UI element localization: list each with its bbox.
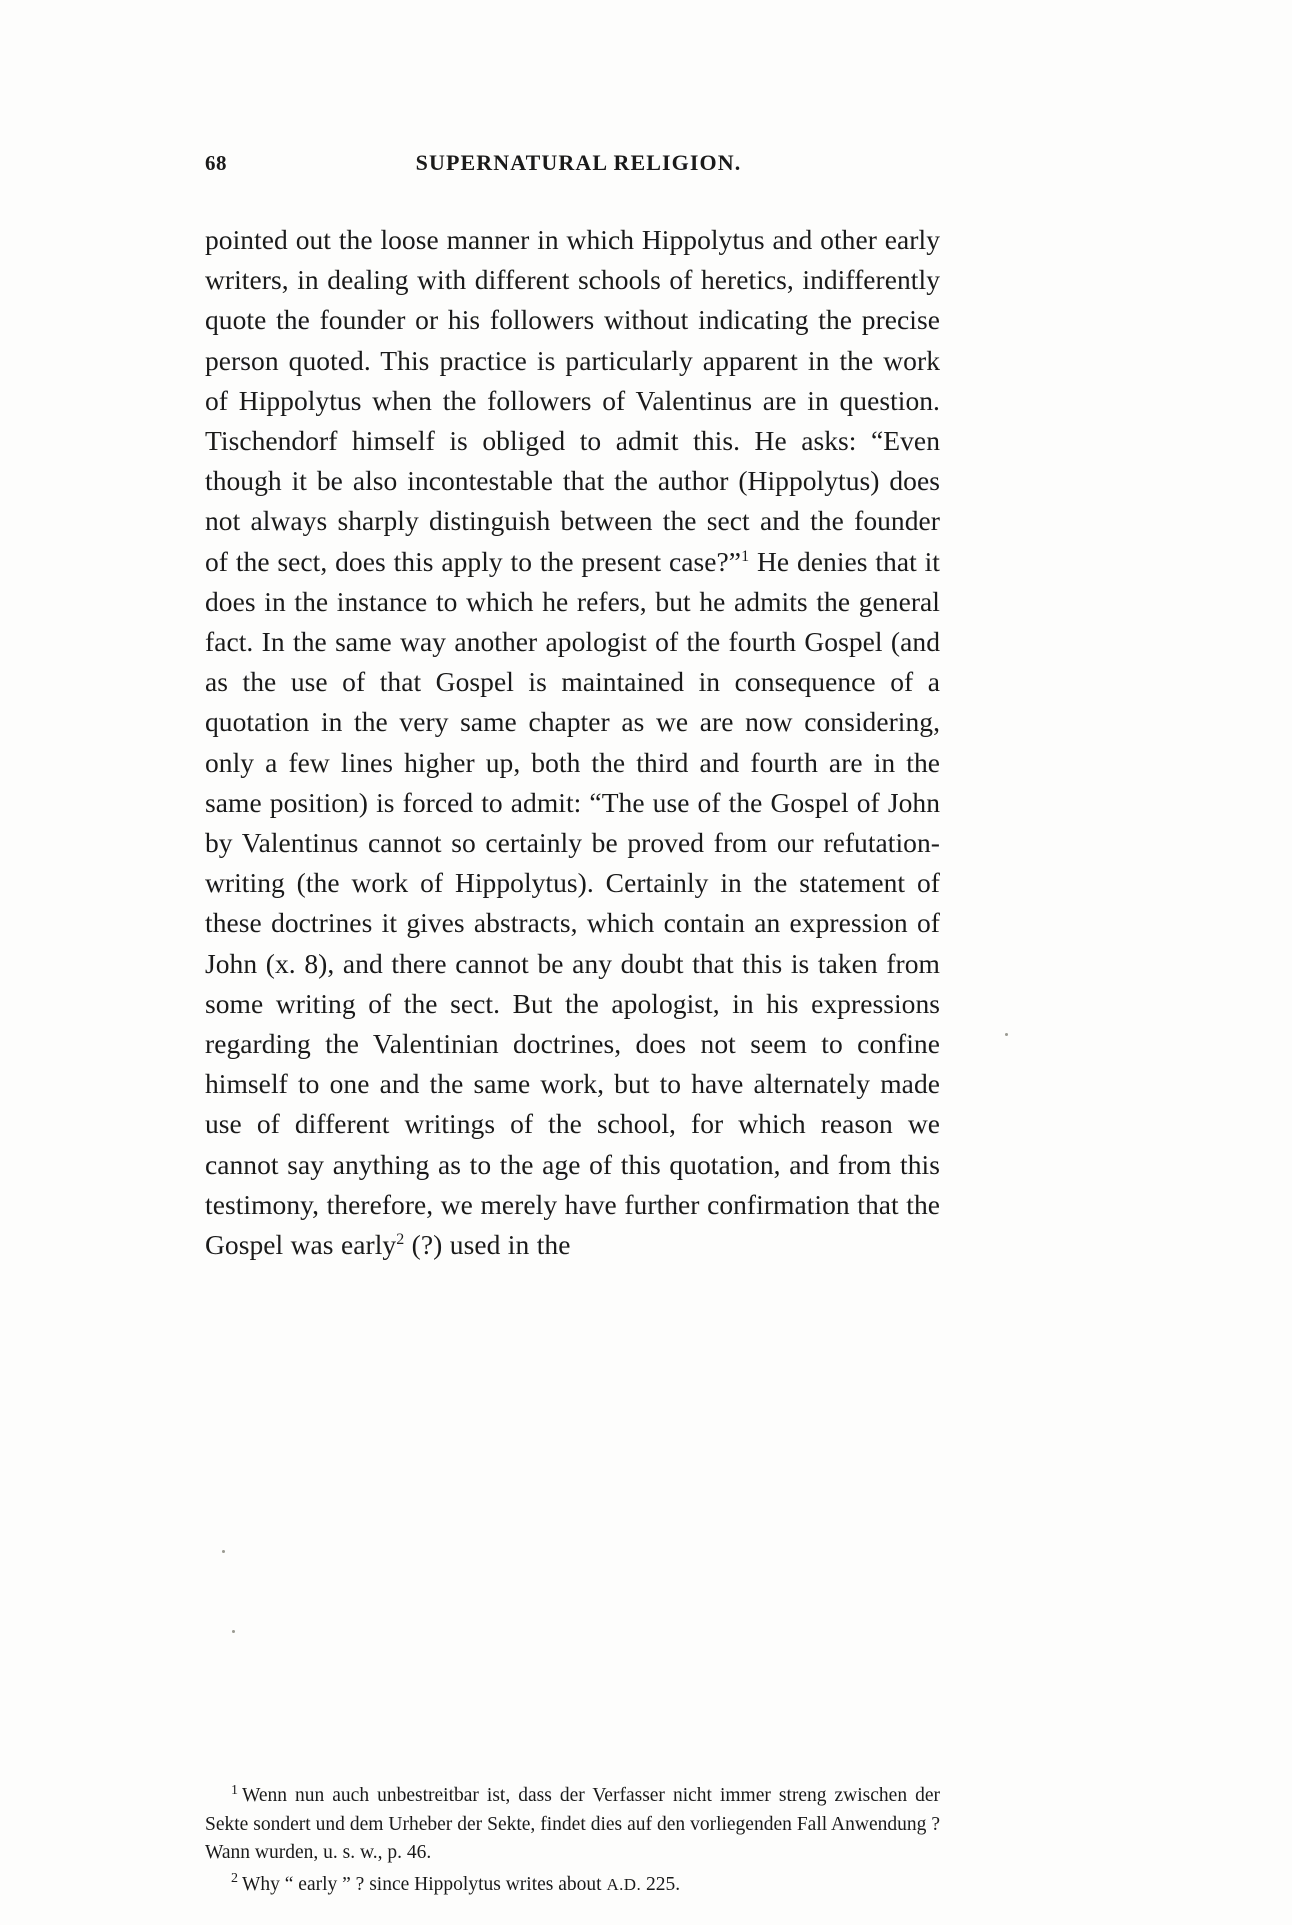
footnote-2: [205, 1871, 940, 1900]
footnote-reference-2[interactable]: 2: [396, 1230, 405, 1248]
paragraph-part-2: He denies that it does in the instance to which he refers, but he admits the general fact. In the same way another apologist of the fourth Gospel (and as the use of that Gospel is maintained in consequence of a quotation in the very same chapter as we are now considering, only a few lines higher up, both the third and fourth are in the same position) is forced to admit: “The use of the Gospel of John by Valentinus cannot so certainly be proved from our refutation-writing (the work of Hippolytus). Certainly in the statement of these doctrines it gives abstracts, which contain an expression of John (x. 8), and there cannot be any doubt that this is taken from some writing of the sect. But the apologist, in his expressions regarding the Valentinian doctrines, does not seem to confine himself to one and the same work, but to have alternately made use of different writings of the school, for which reason we cannot say anything as to the age of this quotation, and from this testimony, therefore, we merely have further confirmation that the Gospel was early: [205, 545, 940, 1261]
footnote-2-smallcaps: A.D.: [606, 1874, 642, 1894]
paragraph-part-3: (?) used in the: [404, 1229, 571, 1261]
footnote-2-text-b: 225.: [641, 1873, 681, 1895]
paragraph: [205, 220, 940, 1265]
page-number: 68: [205, 151, 227, 175]
page-content: [205, 150, 940, 1265]
page-header: [205, 150, 940, 176]
footnote-1: [205, 1782, 940, 1868]
page-speck: [1005, 1033, 1008, 1036]
page-speck: [232, 1630, 235, 1633]
running-head: SUPERNATURAL RELIGION.: [415, 150, 742, 175]
footnote-1-text: Wenn nun auch unbestreitbar ist, dass der Verfasser nicht immer streng zwischen der Sekte sondert und dem Urheber der Sekte, findet dies auf den vorliegenden Fall Anwendung ? Wann wurden, u. s. w., p. 46.: [205, 1785, 940, 1863]
footnotes-block: [205, 1782, 940, 1899]
footnote-2-marker: 2: [231, 1871, 238, 1886]
footnote-1-marker: 1: [231, 1782, 238, 1798]
paragraph-part-1: pointed out the loose manner in which Hippolytus and other early writers, in dealing with different schools of heretics, indifferently quote the founder or his followers without indicating the precise person quoted. This practice is particularly apparent in the work of Hippolytus when the followers of Valentinus are in question. Tischendorf himself is obliged to admit this. He asks: “Even though it be also incontestable that the author (Hippolytus) does not always sharply distinguish between the sect and the founder of the sect, does this apply to the present case?”: [205, 224, 940, 577]
body-text: [205, 220, 940, 1265]
page-speck: [222, 1550, 225, 1553]
footnote-2-text-a: Why “ early ” ? since Hippolytus writes about: [242, 1873, 607, 1895]
footnote-reference-1[interactable]: 1: [741, 547, 750, 565]
